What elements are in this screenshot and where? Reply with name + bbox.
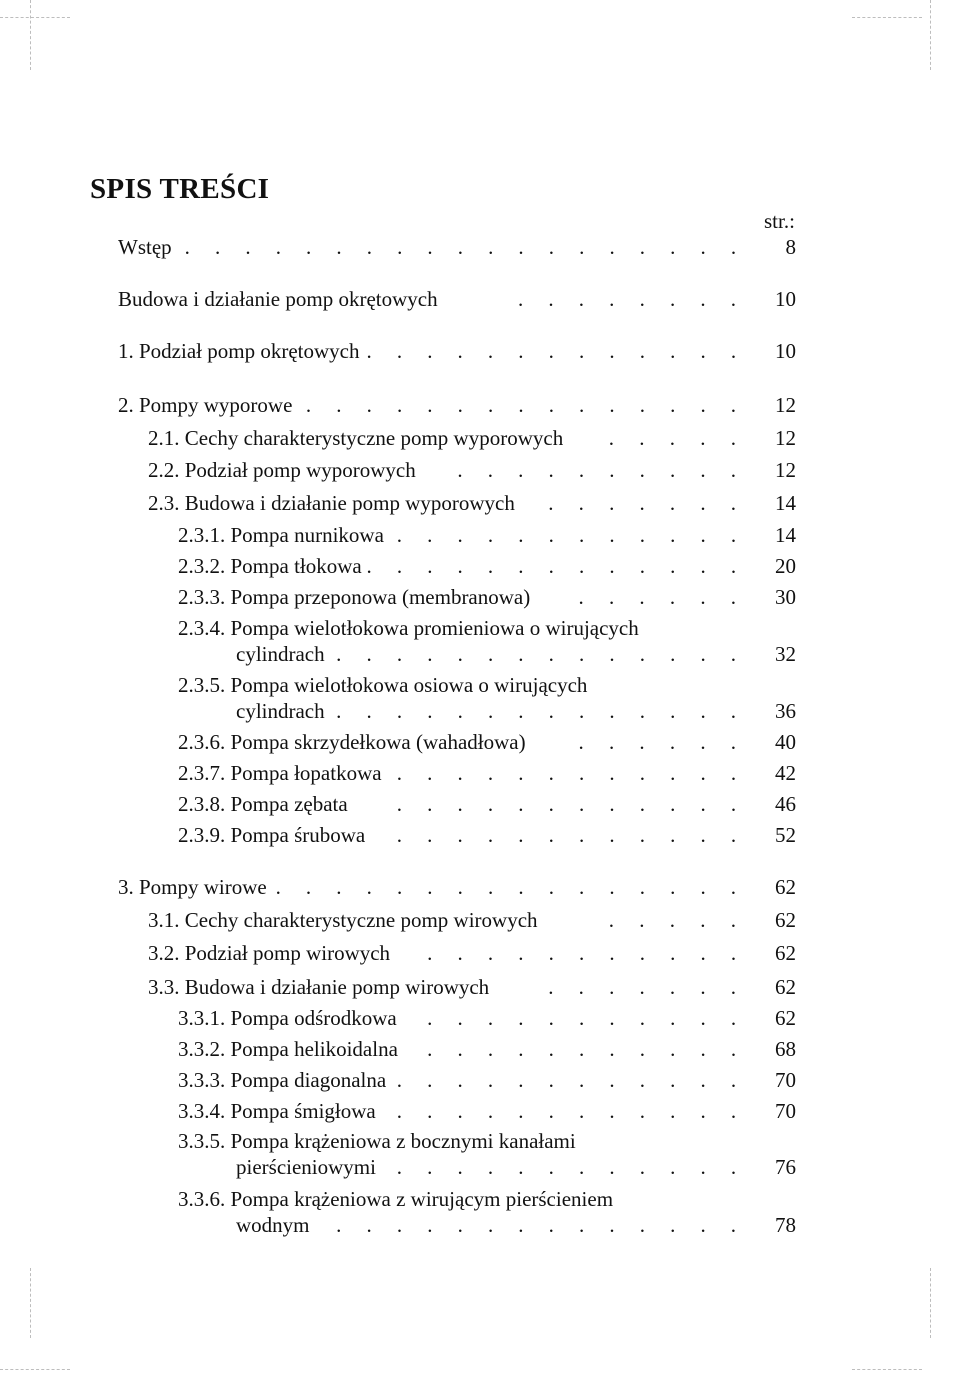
toc-dot-leader: . . . . . . (578, 585, 746, 609)
toc-entry (0, 907, 960, 933)
toc-dot-leader: . . . . . . . . . . (457, 458, 746, 482)
toc-entry (0, 286, 960, 312)
toc-entry (0, 1067, 960, 1093)
toc-dot-leader: . . . . . . (578, 730, 746, 754)
toc-dot-leader: . . . . . . . . . . . . (396, 523, 746, 547)
toc-entry-title: 2.1. Cechy charakterystyczne pomp wyporowych (148, 426, 564, 450)
toc-entry-title: 2.3.9. Pompa śrubowa (178, 823, 366, 847)
toc-page-number: 62 (775, 975, 796, 999)
toc-entry (0, 425, 960, 451)
toc-page-number: 14 (775, 523, 796, 547)
toc-entry-title: 2.3.1. Pompa nurnikowa (178, 523, 384, 547)
toc-entry (0, 584, 960, 610)
toc-dot-leader: . . . . . . . . . . . (427, 1037, 746, 1061)
toc-dot-leader: . . . . . . . . . . . (427, 1006, 746, 1030)
toc-entry-title: 3.3. Budowa i działanie pomp wirowych (148, 975, 490, 999)
page-column-label: str.: (764, 209, 795, 233)
toc-entry-title: cylindrach (236, 699, 325, 723)
toc-page-number: 76 (775, 1155, 796, 1179)
toc-entry (0, 672, 960, 698)
toc-page-number: 36 (775, 699, 796, 723)
toc-entry-title: Budowa i działanie pomp okrętowych (118, 287, 438, 311)
toc-page-number: 10 (775, 339, 796, 363)
toc-page-number: 46 (775, 792, 796, 816)
toc-page-number: 52 (775, 823, 796, 847)
toc-dot-leader: . . . . . . . . . . . . . . . . (275, 875, 746, 899)
toc-page-number: 8 (785, 235, 796, 259)
toc-dot-leader: . . . . . . . . . . . . (396, 761, 746, 785)
toc-dot-leader: . . . . . . . . . . . . . . (336, 1213, 746, 1237)
toc-page-number: 70 (775, 1099, 796, 1123)
toc-entry-title: 3.1. Cechy charakterystyczne pomp wirowych (148, 908, 538, 932)
toc-dot-leader: . . . . . . . . . . . . . . (336, 699, 746, 723)
toc-dot-leader: . . . . . . . . . . . . (396, 1099, 746, 1123)
toc-entry-title: 3.3.6. Pompa krążeniowa z wirującym pierścieniem (178, 1187, 614, 1211)
toc-entry-title: 3.3.2. Pompa helikoidalna (178, 1037, 398, 1061)
toc-entry (0, 791, 960, 817)
toc-entry-title: 3.3.5. Pompa krążeniowa z bocznymi kanałami (178, 1129, 576, 1153)
toc-entry-title: 2.3.7. Pompa łopatkowa (178, 761, 382, 785)
toc-entry (0, 234, 960, 260)
toc-page-number: 12 (775, 393, 796, 417)
toc-entry-title: 3.2. Podział pomp wirowych (148, 941, 391, 965)
toc-entry (0, 974, 960, 1000)
toc-entry-title: 1. Podział pomp okrętowych (118, 339, 360, 363)
toc-entry (0, 940, 960, 966)
toc-entry (0, 490, 960, 516)
toc-dot-leader: . . . . . . . . . . . . . . (336, 642, 746, 666)
toc-dot-leader: . . . . . . . . . . . . . . . . (275, 393, 746, 417)
toc-page-number: 12 (775, 426, 796, 450)
toc-entry (0, 522, 960, 548)
toc-dot-leader: . . . . . . . (548, 975, 746, 999)
toc-entry (0, 1128, 960, 1154)
toc-entry (0, 1036, 960, 1062)
toc-page-number: 40 (775, 730, 796, 754)
toc-dot-leader: . . . . . . . . . . . . (396, 823, 746, 847)
toc-page-number: 10 (775, 287, 796, 311)
toc-entry (0, 760, 960, 786)
toc-entry (0, 874, 960, 900)
toc-entry-title: wodnym (236, 1213, 310, 1237)
toc-entry (0, 822, 960, 848)
toc-page-number: 62 (775, 1006, 796, 1030)
toc-page-number: 12 (775, 458, 796, 482)
toc-page-number: 62 (775, 908, 796, 932)
toc-entry (0, 641, 960, 667)
toc-entry-title: 2.3.2. Pompa tłokowa (178, 554, 362, 578)
toc-dot-leader: . . . . . . . . (517, 287, 746, 311)
toc-entry-title: Wstęp (118, 235, 172, 259)
toc-page-number: 32 (775, 642, 796, 666)
toc-entry-title: cylindrach (236, 642, 325, 666)
toc-entry-title: pierścieniowymi (236, 1155, 376, 1179)
toc-entry (0, 615, 960, 641)
toc-entry-title: 2.3.3. Pompa przeponowa (membranowa) (178, 585, 531, 609)
toc-page-number: 62 (775, 941, 796, 965)
toc-entry-title: 3.3.3. Pompa diagonalna (178, 1068, 387, 1092)
toc-page-number: 62 (775, 875, 796, 899)
toc-entry-title: 2.3.6. Pompa skrzydełkowa (wahadłowa) (178, 730, 526, 754)
toc-dot-leader: . . . . . . . . . . . (427, 941, 746, 965)
toc-entry-title: 3.3.1. Pompa odśrodkowa (178, 1006, 397, 1030)
toc-dot-leader: . . . . . (608, 426, 746, 450)
toc-entry (0, 338, 960, 364)
toc-entry (0, 729, 960, 755)
toc-dot-leader: . . . . . . . (548, 491, 746, 515)
toc-page-number: 20 (775, 554, 796, 578)
toc-entry (0, 553, 960, 579)
toc-entry (0, 1186, 960, 1212)
toc-entry (0, 1005, 960, 1031)
toc-entry (0, 1098, 960, 1124)
toc-dot-leader: . . . . . . . . . . . . (396, 792, 746, 816)
toc-page-number: 14 (775, 491, 796, 515)
toc-entry (0, 698, 960, 724)
toc-entry (0, 392, 960, 418)
toc-dot-leader: . . . . . . . . . . . . . (366, 554, 746, 578)
toc-entry-title: 2.3.4. Pompa wielotłokowa promieniowa o wirujących (178, 616, 639, 640)
toc-entry-title: 2.2. Podział pomp wyporowych (148, 458, 416, 482)
toc-dot-leader: . . . . . . . . . . . . . . . . . . . (184, 235, 746, 259)
toc-entry-title: 2.3.5. Pompa wielotłokowa osiowa o wirujących (178, 673, 588, 697)
toc-entry-title: 3.3.4. Pompa śmigłowa (178, 1099, 376, 1123)
page-title: SPIS TREŚCI (90, 173, 270, 205)
toc-page-number: 30 (775, 585, 796, 609)
toc-entry (0, 1212, 960, 1238)
toc-dot-leader: . . . . . . . . . . . . (396, 1155, 746, 1179)
toc-entry (0, 1154, 960, 1180)
toc-dot-leader: . . . . . . . . . . . . (396, 1068, 746, 1092)
toc-page-number: 42 (775, 761, 796, 785)
toc-entry (0, 457, 960, 483)
toc-entry-title: 2.3.8. Pompa zębata (178, 792, 348, 816)
toc-entry-title: 3. Pompy wirowe (118, 875, 267, 899)
toc-page-number: 68 (775, 1037, 796, 1061)
toc-dot-leader: . . . . . . . . . . . . . (366, 339, 746, 363)
toc-dot-leader: . . . . . (608, 908, 746, 932)
toc-page-number: 78 (775, 1213, 796, 1237)
toc-page-number: 70 (775, 1068, 796, 1092)
toc-entry-title: 2.3. Budowa i działanie pomp wyporowych (148, 491, 515, 515)
toc-entry-title: 2. Pompy wyporowe (118, 393, 293, 417)
